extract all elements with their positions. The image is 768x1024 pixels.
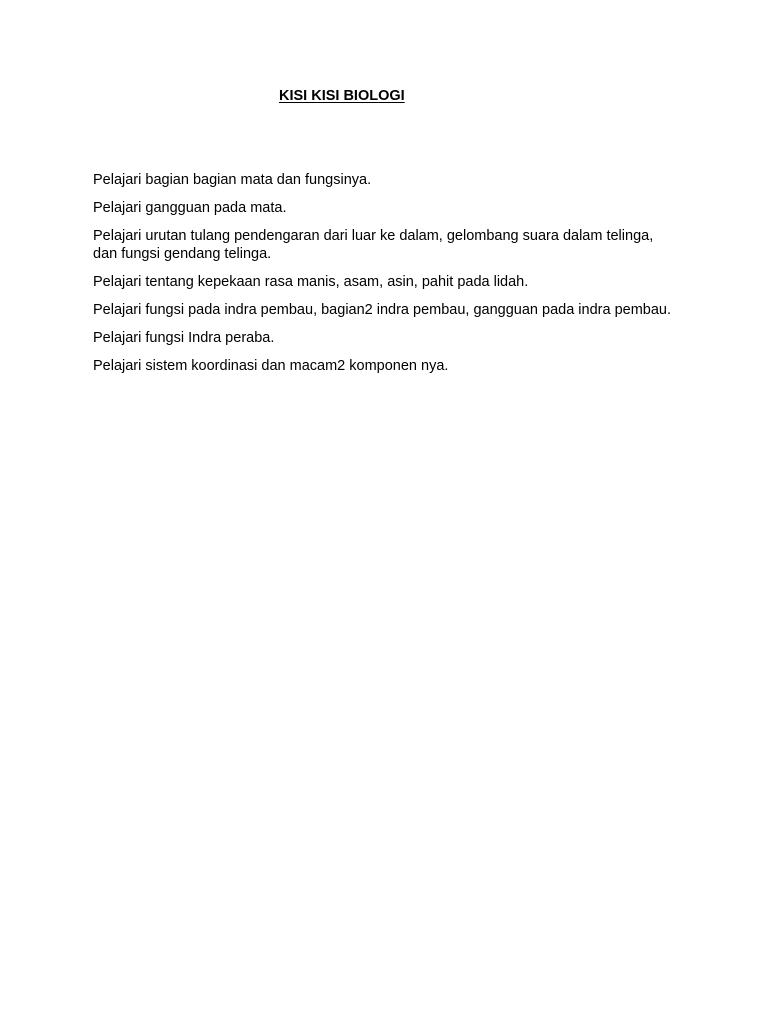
list-item: Pelajari bagian bagian mata dan fungsinya. [93, 172, 372, 188]
list-item: Pelajari sistem koordinasi dan macam2 komponen nya. [93, 358, 449, 374]
list-item: Pelajari fungsi Indra peraba. [93, 330, 275, 346]
list-item: Pelajari urutan tulang pendengaran dari luar ke dalam, gelombang suara dalam telinga, dan fungsi gendang telinga. [93, 228, 654, 262]
study-list [93, 171, 673, 385]
list-item: Pelajari tentang kepekaan rasa manis, asam, asin, pahit pada lidah. [93, 274, 529, 290]
list-item: Pelajari gangguan pada mata. [93, 200, 287, 216]
list-item: Pelajari fungsi pada indra pembau, bagian2 indra pembau, gangguan pada indra pembau. [93, 302, 672, 318]
document-title: KISI KISI BIOLOGI [279, 88, 405, 104]
